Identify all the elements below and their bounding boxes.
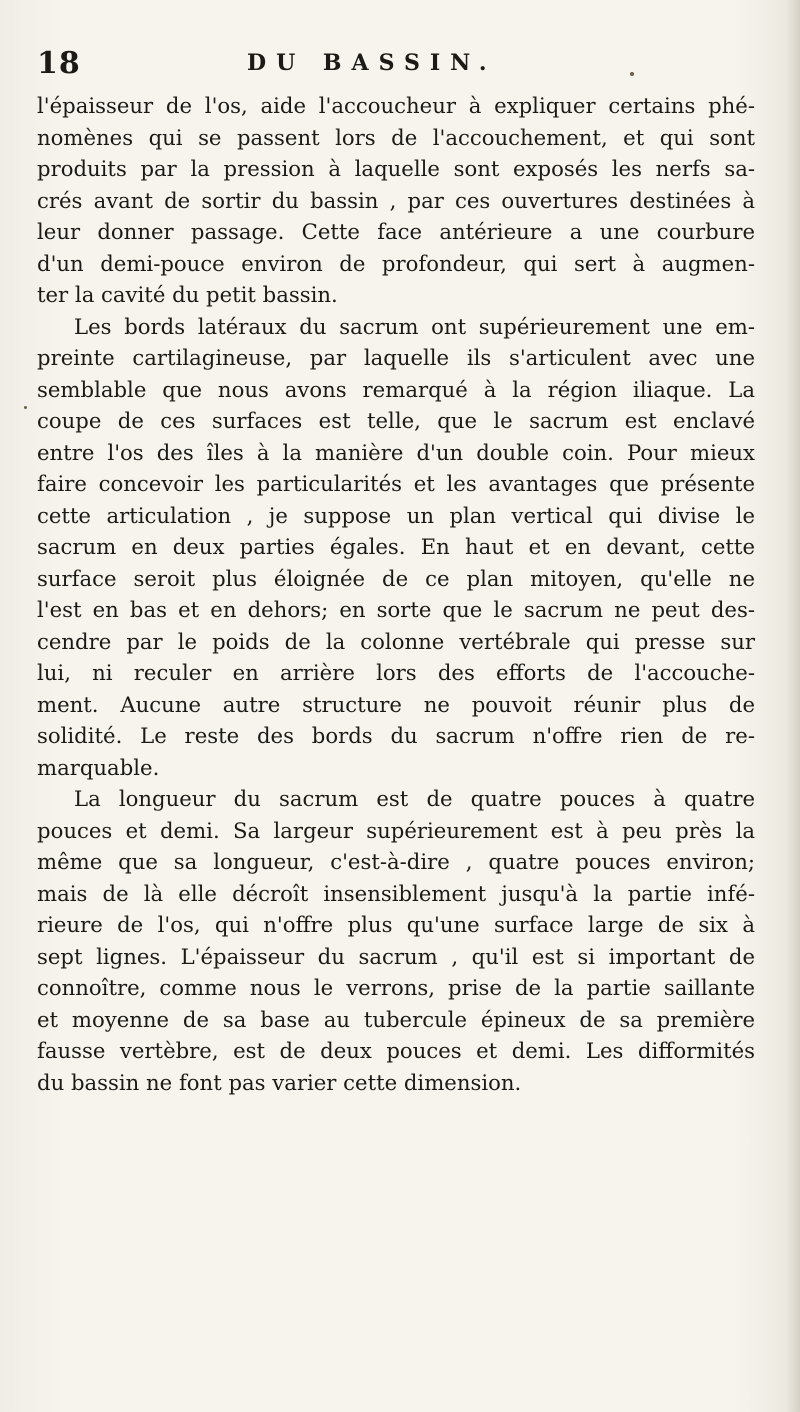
text-line: La longueur du sacrum est de quatre pouces à quatre (74, 786, 755, 811)
ink-speck (24, 406, 27, 409)
text-line: même que sa longueur, c'est-à-dire , quatre pouces environ; (37, 849, 755, 874)
running-title: DU BASSIN. (247, 50, 497, 76)
page-edge-shadow (786, 0, 800, 1412)
text-line: mais de là elle décroît insensiblement jusqu'à la partie infé- (37, 880, 755, 906)
text-line: fausse vertèbre, est de deux pouces et demi. Les difformités (37, 1038, 755, 1063)
text-line: pouces et demi. Sa largeur supérieurement est à peu près la (37, 817, 755, 843)
text-line: semblable que nous avons remarqué à la région iliaque. La (37, 376, 755, 402)
page-header (37, 46, 757, 86)
text-line: surface seroit plus éloignée de ce plan mitoyen, qu'elle ne (37, 565, 755, 591)
text-line: cendre par le poids de la colonne vertébrale qui presse sur (37, 628, 755, 654)
text-line: Les bords latéraux du sacrum ont supérieurement une em- (74, 313, 755, 339)
page-number: 18 (37, 46, 81, 81)
text-line: faire concevoir les particularités et les avantages que présente (37, 471, 755, 496)
text-line: entre l'os des îles à la manière d'un double coin. Pour mieux (37, 439, 755, 465)
text-line: ment. Aucune autre structure ne pouvoit réunir plus de (37, 691, 755, 717)
text-line: crés avant de sortir du bassin , par ces ouvertures destinées à (37, 187, 755, 213)
text-line: l'épaisseur de l'os, aide l'accoucheur à expliquer certains phé- (37, 93, 755, 118)
text-line: sacrum en deux parties égales. En haut et en devant, cette (37, 534, 755, 559)
text-line: coupe de ces surfaces est telle, que le sacrum est enclavé (37, 408, 755, 433)
text-line: leur donner passage. Cette face antérieure a une courbure (37, 219, 755, 244)
text-line: du bassin ne font pas varier cette dimension. (37, 1069, 522, 1095)
text-line: et moyenne de sa base au tubercule épineux de sa première (37, 1006, 755, 1032)
text-line: connoître, comme nous le verrons, prise de la partie saillante (37, 975, 755, 1000)
text-line: rieure de l'os, qui n'offre plus qu'une surface large de six à (37, 912, 755, 937)
text-line: sept lignes. L'épaisseur du sacrum , qu'il est si important de (37, 943, 755, 969)
text-line: marquable. (37, 754, 160, 780)
text-line: lui, ni reculer en arrière lors des efforts de l'accouche- (37, 660, 755, 685)
text-line: d'un demi-pouce environ de profondeur, qui sert à augmen- (37, 250, 755, 276)
text-line: produits par la pression à laquelle sont exposés les nerfs sa- (37, 156, 755, 181)
text-line: ter la cavité du petit bassin. (37, 282, 338, 307)
text-line: solidité. Le reste des bords du sacrum n'offre rien de re- (37, 723, 755, 748)
text-line: cette articulation , je suppose un plan vertical qui divise le (37, 502, 755, 528)
ink-speck (630, 72, 634, 76)
body-text (37, 90, 755, 1098)
text-line: nomènes qui se passent lors de l'accouchement, et qui sont (37, 124, 755, 150)
text-line: l'est en bas et en dehors; en sorte que le sacrum ne peut des- (37, 597, 755, 622)
text-line: preinte cartilagineuse, par laquelle ils s'articulent avec une (37, 345, 755, 370)
